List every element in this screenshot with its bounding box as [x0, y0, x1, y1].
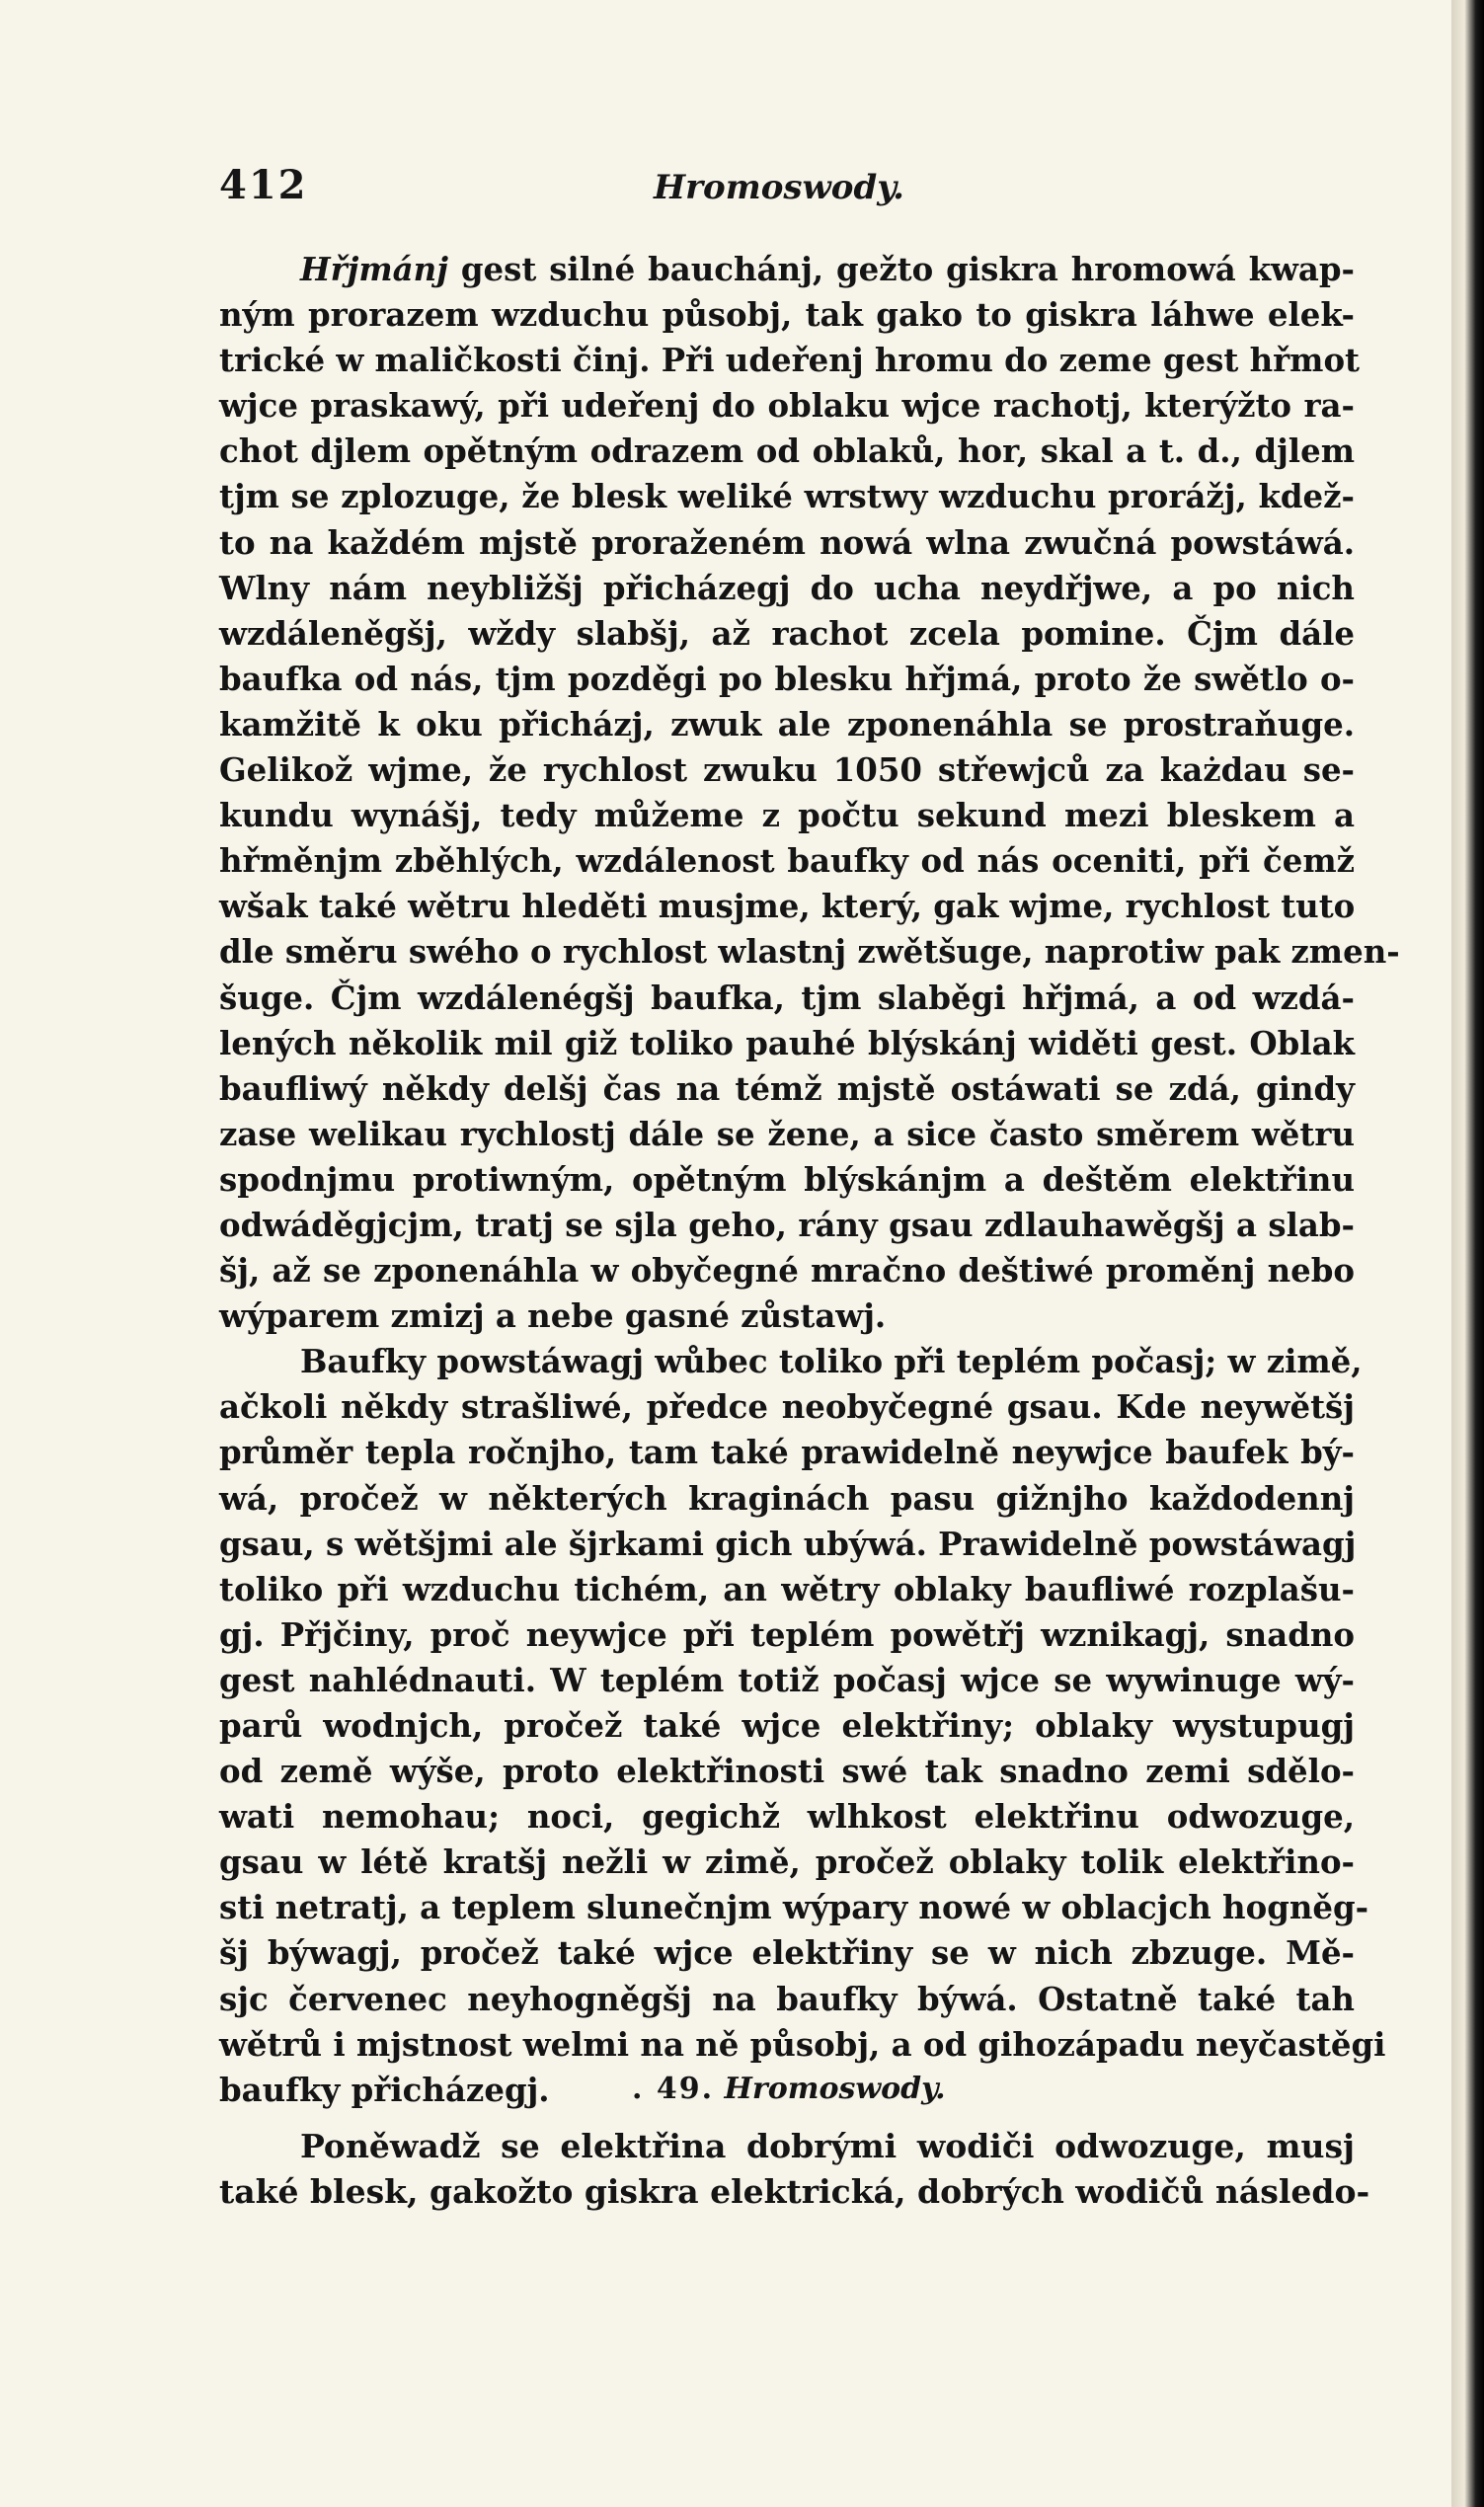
term-lead: Hřjmánj [300, 251, 448, 288]
text-line [219, 383, 1355, 429]
paragraph-storms [219, 1339, 1386, 2113]
text-line [219, 611, 1355, 657]
main-text [219, 247, 1400, 2113]
text-line [219, 1567, 1355, 1612]
line-text: Poněwadž se elektřina dobrými wodiči odwozuge, musj [300, 2127, 1355, 2165]
text-line [219, 1021, 1355, 1066]
text-line [219, 1339, 1363, 1384]
section-heading [632, 2072, 946, 2106]
text-line [219, 1977, 1355, 2022]
text-line [219, 429, 1355, 474]
text-line [219, 338, 1361, 383]
text-line [219, 929, 1400, 975]
line-text: wětrů i mjstnost welmi na ně působj, a od gihozápadu neyčastěgi [219, 2025, 1386, 2064]
line-text: lených několik mil giž toliko pauhé blýskánj widěti gest. Oblak [219, 1024, 1355, 1062]
line-text: průměr tepla ročnjho, tam také prawidelně neywjce baufek bý- [219, 1434, 1355, 1472]
text-line [219, 657, 1355, 702]
line-text: wzdáleněgšj, wždy slabšj, až rachot zcela pomine. Čjm dále [219, 614, 1355, 653]
text-line [219, 1112, 1355, 1157]
line-text: šj býwagj, pročež také wjce elektřiny se w nich zbzuge. Mě- [219, 1934, 1355, 1973]
line-text: trické w maličkosti činj. Při udeřenj hromu do zeme gest hřmot [219, 342, 1361, 380]
text-line [219, 1794, 1355, 1840]
text-line [219, 1885, 1369, 1930]
line-text: gest nahlédnauti. W teplém totiž počasj wjce se wywinuge wý- [219, 1661, 1355, 1699]
page-header [219, 162, 1355, 221]
text-line [219, 2123, 1355, 2168]
text-line [219, 247, 1355, 292]
line-text: gsau w létě kratšj nežli w zimě, pročež oblaky tolik elektřino- [219, 1843, 1355, 1882]
line-text: ným prorazem wzduchu působj, tak gako to giskra láhwe elek- [219, 296, 1355, 335]
line-text: baufka od nás, tjm pozděgi po blesku hřjmá, proto že swětlo o- [219, 660, 1355, 698]
paragraph-thunder [219, 247, 1400, 1339]
line-text: baufky přicházegj. [219, 2071, 550, 2109]
text-line [219, 292, 1355, 338]
text-line [219, 2168, 1370, 2214]
line-text: hřměnjm zběhlých, wzdálenost baufky od nás oceniti, při čemž [219, 842, 1355, 881]
text-line [219, 976, 1355, 1021]
line-text: odwáděgjcjm, tratj se sjla geho, rány gsau zdlauhawěgšj a slab- [219, 1206, 1355, 1244]
text-line [219, 1203, 1355, 1248]
line-text: wýparem zmizj a nebe gasné zůstawj. [219, 1297, 887, 1336]
text-line [219, 1066, 1355, 1112]
line-text: Baufky powstáwagj wůbec toliko při teplém počasj; w zimě, [300, 1343, 1363, 1381]
text-line [219, 1658, 1355, 1703]
text-line [219, 1476, 1355, 1522]
text-line [219, 1703, 1355, 1749]
section-title: Hromoswody. [724, 2072, 946, 2106]
line-text: parů wodnjch, pročež také wjce elektřiny; oblaky wystupugj [219, 1707, 1355, 1745]
page-number: 412 [219, 162, 308, 208]
text-line [219, 2022, 1386, 2068]
text-line [219, 1522, 1355, 1567]
line-text: toliko při wzduchu tichém, an wětry oblaky baufliwé rozplašu- [219, 1570, 1355, 1608]
paragraph-lightning-rods [219, 2123, 1370, 2214]
line-text: Wlny nám neybližšj přicházegj do ucha neydřjwe, a po nich [219, 569, 1355, 607]
line-text: wjce praskawý, při udeřenj do oblaku wjce rachotj, kterýžto ra- [219, 387, 1355, 426]
line-text: wšak také wětru hleděti musjme, který, gak wjme, rychlost tuto [219, 888, 1356, 926]
text-line [219, 1384, 1355, 1430]
line-text: to na každém mjstě proraženém nowá wlna zwučná powstáwá. [219, 523, 1355, 562]
line-text: wati nemohau; noci, gegichž wlhkost elektřinu odwozuge, [219, 1798, 1355, 1837]
line-text: Gelikož wjme, že rychlost zwuku 1050 střewjců za każdau se- [219, 751, 1355, 790]
line-text: také blesk, gakožto giskra elektrická, dobrých wodičů následo- [219, 2172, 1370, 2212]
text-line [219, 520, 1355, 566]
line-text: sti netratj, a teplem slunečnjm wýpary nowé w oblacjch hogněg- [219, 1889, 1369, 1927]
line-text: baufliwý někdy delšj čas na témž mjstě ostáwati se zdá, gindy [219, 1069, 1355, 1108]
text-line [219, 884, 1355, 929]
text-line [219, 566, 1355, 611]
line-text: gsau, s wětšjmi ale šjrkami gich ubýwá. Prawidelně powstáwagj [219, 1525, 1357, 1563]
running-head: Hromoswody. [654, 168, 904, 207]
line-text: tjm se zplozuge, že blesk weliké wrstwy wzduchu prorážj, kdež- [219, 478, 1355, 516]
text-line [219, 702, 1355, 747]
text-line [219, 474, 1355, 519]
text-line [219, 1293, 1355, 1339]
line-text: šj, až se zponenáhla w obyčegné mračno deštiwé proměnj nebo [219, 1252, 1355, 1291]
section-text [219, 2123, 1370, 2214]
line-text: kundu wynášj, tedy můžeme z počtu sekund mezi bleskem a [219, 797, 1355, 835]
text-line [219, 838, 1355, 884]
line-text: kamžitě k oku přicházj, zwuk ale zponenáhla se prostraňuge. [219, 705, 1355, 744]
text-line [219, 1612, 1355, 1658]
text-line [219, 1248, 1355, 1293]
line-text: spodnjmu protiwným, opětným blýskánjm a deštěm elektřinu [219, 1160, 1355, 1199]
text-line [219, 1749, 1355, 1794]
text-line [219, 1840, 1355, 1885]
text-line [219, 1430, 1355, 1475]
section-number: . 49. [632, 2072, 715, 2106]
page-edge [1451, 0, 1484, 2507]
line-text: dle směru swého o rychlost wlastnj zwětšuge, naprotiw pak zmen- [219, 933, 1400, 972]
line-text: gj. Přjčiny, proč neywjce při teplém powětřj wznikagj, snadno [219, 1615, 1355, 1654]
text-line [219, 747, 1355, 793]
text-line [219, 1930, 1355, 1976]
line-text: sjc červenec neyhogněgšj na baufky býwá. Ostatně také tah [219, 1980, 1355, 2018]
text-line [219, 1157, 1355, 1203]
line-text: od země wýše, proto elektřinosti swé tak snadno zemi sdělo- [219, 1753, 1355, 1791]
line-text: zase welikau rychlostj dále se žene, a sice často směrem wětru [219, 1115, 1355, 1153]
line-text: ačkoli někdy strašliwé, předce neobyčegné gsau. Kde neywětšj [219, 1388, 1355, 1427]
text-line [219, 793, 1355, 838]
line-text: gest silné bauchánj, gežto giskra hromowá kwap- [447, 251, 1355, 288]
line-text: wá, pročež w některých kraginách pasu gižnjho každodennj [219, 1479, 1355, 1518]
line-text: chot djlem opětným odrazem od oblaků, hor, skal a t. d., djlem [219, 432, 1355, 471]
line-text: šuge. Čjm wzdálenégšj baufka, tjm slaběgi hřjmá, a od wzdá- [219, 979, 1355, 1017]
